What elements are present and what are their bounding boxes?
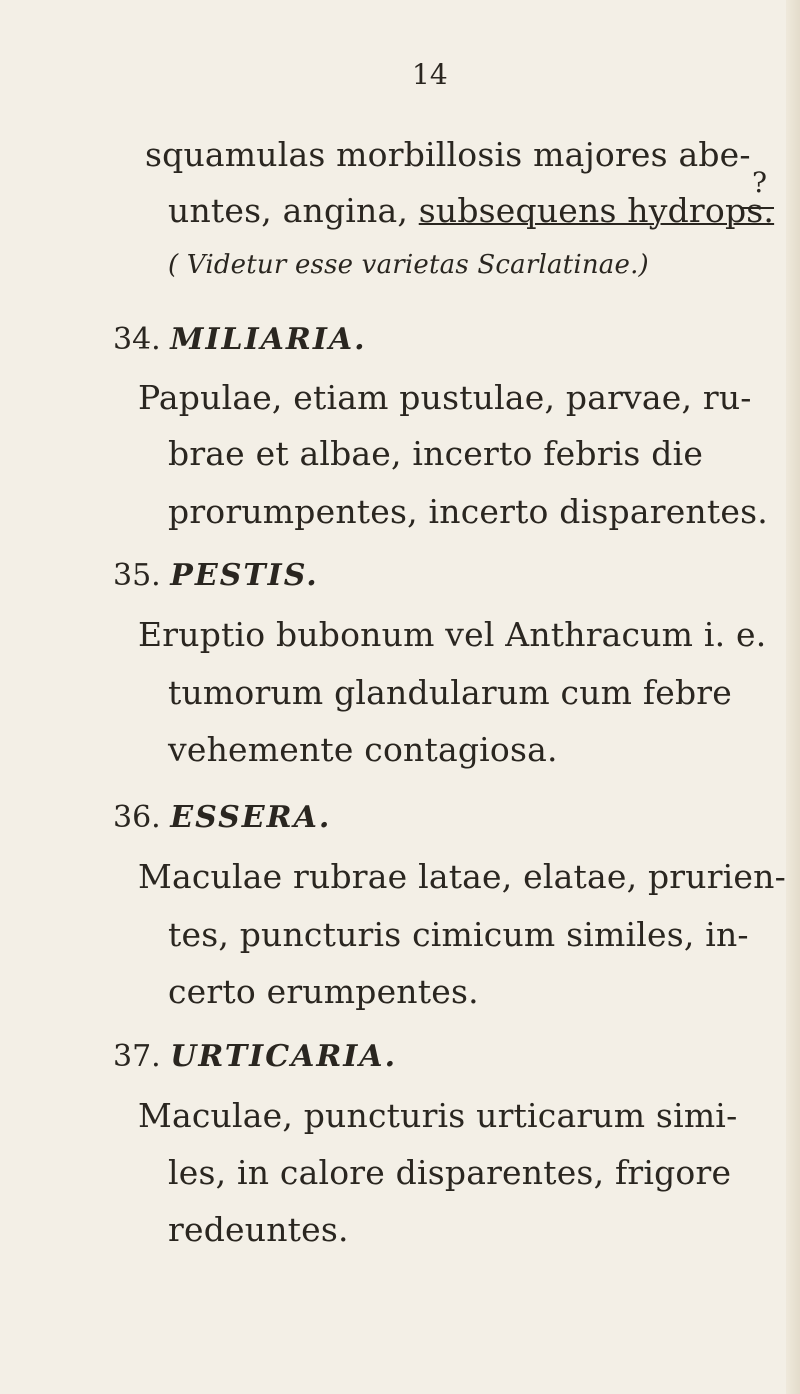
entry-line: certo erumpentes.	[168, 972, 479, 1011]
entry-title: ESSERA.	[170, 800, 332, 835]
entry-line: redeuntes.	[168, 1210, 349, 1249]
entry-number: 34.	[113, 322, 161, 357]
entry-number: 36.	[113, 800, 161, 835]
margin-question-mark: ?	[752, 166, 768, 199]
text-line	[168, 191, 774, 230]
entry-number: 35.	[113, 558, 161, 593]
entry-line: brae et albae, incerto febris die	[168, 434, 704, 473]
entry-line: Eruptio bubonum vel Anthracum i. e.	[138, 615, 767, 654]
entry-line: les, in calore disparentes, frigore	[168, 1153, 732, 1192]
editorial-note: ( Videtur esse varietas Scarlatinae.)	[168, 250, 649, 280]
entry-line: tumorum glandularum cum febre	[168, 673, 732, 712]
entry-line: Maculae rubrae latae, elatae, prurien-	[138, 857, 786, 896]
entry-heading	[113, 322, 367, 357]
page-number: 14	[412, 58, 448, 91]
entry-line: tes, puncturis cimicum similes, in-	[168, 915, 749, 954]
entry-line: Papulae, etiam pustulae, parvae, ru-	[138, 378, 752, 417]
entry-title: URTICARIA.	[170, 1039, 398, 1074]
text-segment: untes, angina,	[168, 191, 419, 230]
entry-line: vehemente contagiosa.	[168, 730, 558, 769]
entry-line: Maculae, puncturis urticarum simi-	[138, 1096, 738, 1135]
entry-heading	[113, 1039, 397, 1074]
underlined-text: subsequens hydrops.	[418, 191, 775, 230]
entry-heading	[113, 558, 319, 593]
page-edge	[786, 0, 800, 1394]
entry-line: prorumpentes, incerto disparentes.	[168, 492, 768, 531]
entry-number: 37.	[113, 1039, 161, 1074]
entry-title: MILIARIA.	[170, 322, 367, 357]
entry-title: PESTIS.	[170, 558, 319, 593]
entry-heading	[113, 800, 331, 835]
text-line: squamulas morbillosis majores abe-	[145, 135, 751, 174]
margin-mark-underline	[740, 207, 774, 209]
